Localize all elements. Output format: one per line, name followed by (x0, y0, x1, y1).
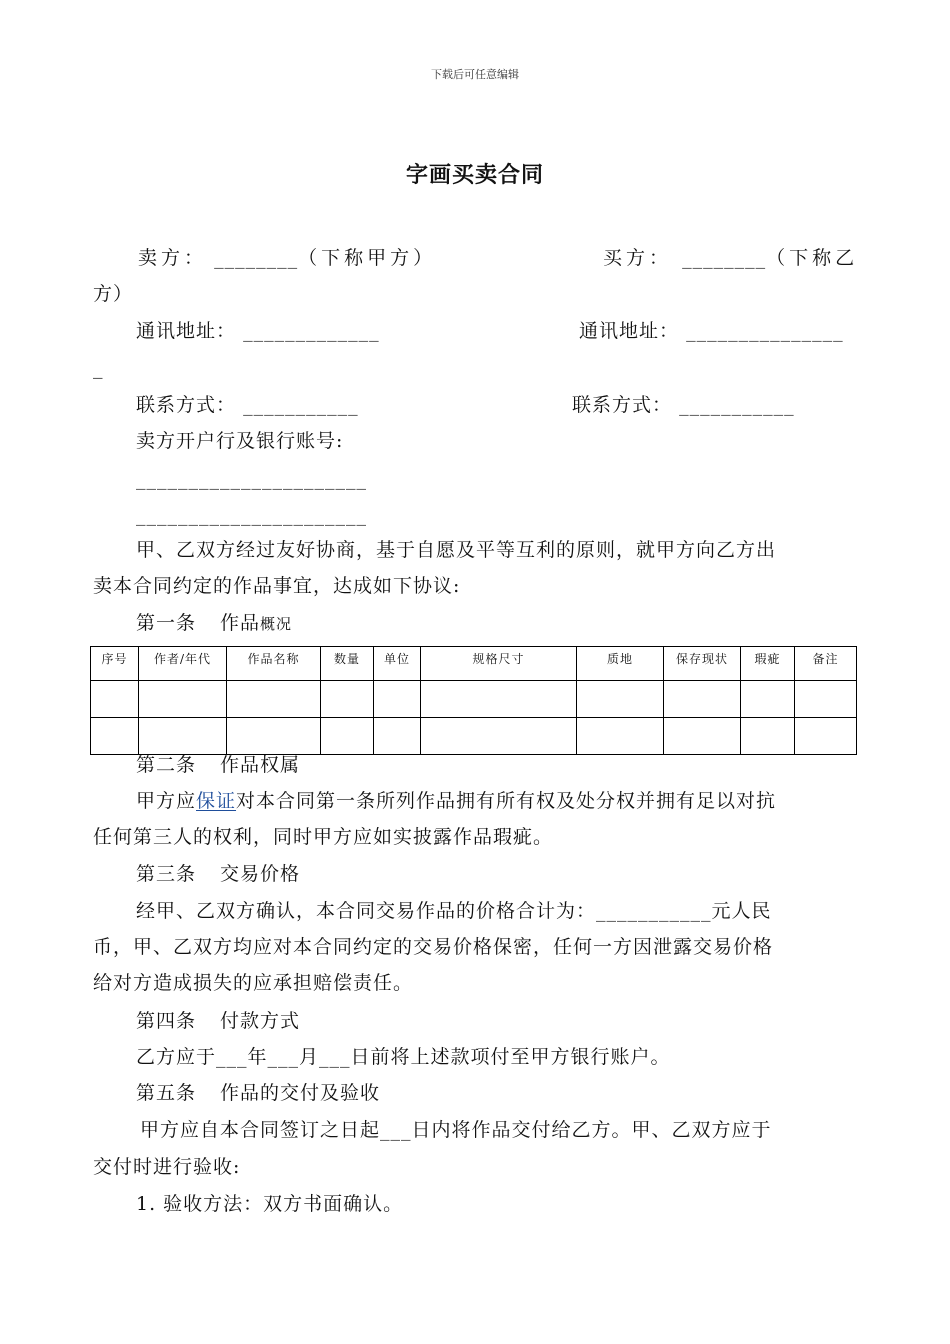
year-blank[interactable]: ___ (216, 1046, 248, 1068)
day-blank[interactable]: ___ (319, 1046, 351, 1068)
buyer-name-blank[interactable]: ________ (682, 247, 767, 269)
buyer-address-label: 通讯地址： (579, 320, 680, 342)
table-cell[interactable] (664, 681, 741, 718)
table-cell[interactable] (321, 681, 374, 718)
guarantee-link[interactable]: 保证 (196, 790, 237, 812)
table-cell[interactable] (374, 681, 421, 718)
article-2-number: 第二条 (136, 754, 197, 776)
article-5-number: 第五条 (136, 1082, 197, 1104)
article-2-line-2: 任何第三人的权利，同时甲方应如实披露作品瑕疵。 (93, 826, 554, 848)
intro-line-1: 甲、乙双方经过友好协商，基于自愿及平等互利的原则，就甲方向乙方出 (136, 539, 777, 561)
article-3-heading (136, 856, 858, 892)
seller-label: 卖方： (138, 247, 208, 269)
buyer-contact-label: 联系方式： (572, 394, 673, 416)
document-title: 字画买卖合同 (405, 162, 544, 188)
article-4-number: 第四条 (136, 1010, 197, 1032)
article-2-title: 作品权属 (220, 754, 301, 776)
buyer-contact-blank[interactable]: ___________ (679, 394, 795, 416)
bank-blank-1[interactable]: ______________________ (136, 468, 367, 490)
article-5-item-1: 1. 验收方法：双方书面确认。 (136, 1193, 404, 1215)
buyer-alias-wrap: 方） (93, 283, 134, 305)
article-2-line-1 (136, 783, 858, 819)
price-blank[interactable]: ___________ (596, 900, 712, 922)
article-3-line-2: 币，甲、乙双方均应对本合同约定的交易价格保密，任何一方因泄露交易价格 (93, 936, 774, 958)
article-4-text-a: 乙方应于 (136, 1046, 217, 1068)
article-2-heading (136, 747, 858, 783)
article-4-line (136, 1039, 858, 1075)
address-blank-wrap: _ (93, 357, 104, 379)
article-5-line-1 (140, 1112, 862, 1148)
table-cell[interactable] (795, 681, 857, 718)
article-3-text-b: 元人民 (711, 900, 772, 922)
intro-line-2: 卖本合同约定的作品事宜，达成如下协议: (93, 575, 461, 597)
buyer-address-blank[interactable]: _______________ (686, 320, 844, 342)
table-cell[interactable] (421, 681, 577, 718)
header-note: 下载后可任意编辑 (431, 68, 519, 81)
year-label: 年 (247, 1046, 268, 1068)
seller-address-label: 通讯地址： (136, 320, 237, 342)
seller-name-blank[interactable]: ________ (214, 247, 299, 269)
col-header-author: 作者/年代 (139, 647, 227, 681)
table-cell[interactable] (91, 681, 139, 718)
col-header-defects: 瑕疵 (741, 647, 795, 681)
col-header-remarks: 备注 (795, 647, 857, 681)
article-2-text-b: 对本合同第一条所列作品拥有所有权及处分权并拥有足以对抗 (236, 790, 777, 812)
article-5-text-b: 日内将作品交付给乙方。甲、乙双方应于 (411, 1119, 772, 1141)
article-4-heading (136, 1003, 858, 1039)
bank-label: 卖方开户行及银行账号: (136, 430, 344, 452)
delivery-days-blank[interactable]: ___ (380, 1119, 412, 1141)
article-5-title: 作品的交付及验收 (220, 1082, 381, 1104)
table-row (91, 681, 857, 718)
article-5-line-2: 交付时进行验收: (93, 1156, 241, 1178)
col-header-title: 作品名称 (227, 647, 321, 681)
contact-line (136, 387, 858, 423)
article-1-heading (136, 605, 858, 642)
col-header-index: 序号 (91, 647, 139, 681)
table-cell[interactable] (227, 681, 321, 718)
buyer-alias: （下称乙 (766, 247, 859, 269)
article-1-title: 作品 (220, 612, 261, 634)
month-label: 月 (299, 1046, 320, 1068)
col-header-condition: 保存现状 (664, 647, 741, 681)
col-header-size: 规格尺寸 (421, 647, 577, 681)
table-header-row (91, 647, 857, 681)
article-1-number: 第一条 (136, 612, 197, 634)
article-3-line-1 (136, 893, 858, 929)
col-header-quantity: 数量 (321, 647, 374, 681)
artwork-table (90, 646, 857, 755)
seller-buyer-line (93, 240, 858, 276)
seller-alias: （下称甲方） (298, 247, 437, 269)
seller-contact-label: 联系方式： (136, 394, 237, 416)
article-5-heading (136, 1075, 858, 1111)
table-cell[interactable] (91, 718, 139, 755)
article-3-text-a: 经甲、乙双方确认，本合同交易作品的价格合计为： (136, 900, 597, 922)
table-cell[interactable] (139, 681, 227, 718)
article-4-text-b: 日前将上述款项付至甲方银行账户。 (350, 1046, 671, 1068)
article-1-title-small: 概况 (260, 615, 293, 633)
article-3-number: 第三条 (136, 863, 197, 885)
article-5-text-a: 甲方应自本合同签订之日起 (140, 1119, 381, 1141)
table-cell[interactable] (741, 681, 795, 718)
col-header-material: 质地 (577, 647, 664, 681)
article-3-title: 交易价格 (220, 863, 301, 885)
table-cell[interactable] (577, 681, 664, 718)
seller-address-blank[interactable]: _____________ (243, 320, 380, 342)
article-3-line-3: 给对方造成损失的应承担赔偿责任。 (93, 972, 414, 994)
buyer-label: 买方： (603, 247, 673, 269)
month-blank[interactable]: ___ (267, 1046, 300, 1068)
article-2-text-a: 甲方应 (136, 790, 197, 812)
article-4-title: 付款方式 (220, 1010, 301, 1032)
seller-contact-blank[interactable]: ___________ (243, 394, 359, 416)
bank-blank-2[interactable]: ______________________ (136, 504, 367, 526)
col-header-unit: 单位 (374, 647, 421, 681)
address-line (136, 313, 858, 349)
